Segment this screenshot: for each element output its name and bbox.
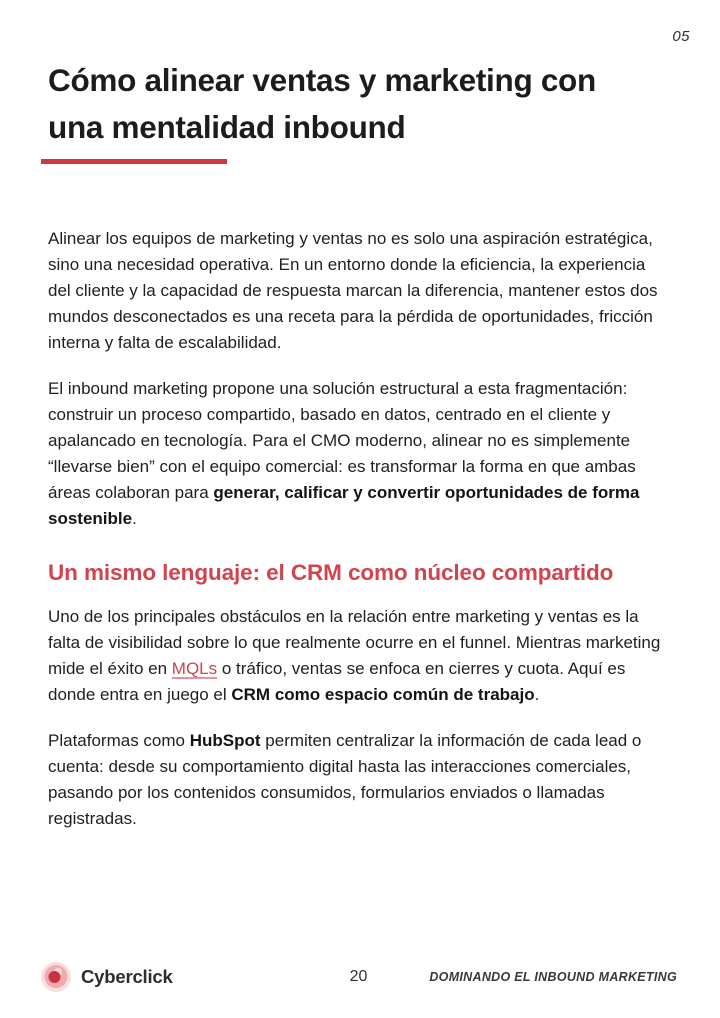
paragraph-intro-2 (48, 376, 663, 532)
page-title (48, 57, 690, 151)
footer-book-title: DOMINANDO EL INBOUND MARKETING (429, 970, 677, 984)
bold-text: CRM como espacio común de trabajo (231, 685, 535, 704)
text-run: o tráfico, ventas se enfoca en cierres y cuota. Aquí es donde entra en juego el (48, 659, 626, 704)
text-run: El inbound marketing propone una solución estructural a esta fragmentación: construir un proceso compartido, basado en datos, centrado en el cliente y apalancado en tecnología. Para el CMO moderno, alinear no es simplemente “llevarse bien” con el equipo comercial: es transformar la forma en que ambas áreas colaboran para (48, 379, 636, 502)
page-title-line-2: una mentalidad inbound (48, 109, 406, 145)
corner-page-number: 05 (672, 28, 690, 45)
page-title-line-1: Cómo alinear ventas y marketing con (48, 62, 596, 98)
paragraph-crm-2 (48, 728, 663, 832)
brand-logo (40, 959, 173, 995)
bold-text: HubSpot (189, 731, 261, 750)
text-run: Uno de los principales obstáculos en la relación entre marketing y ventas es la falta de visibilidad sobre lo que realmente ocurre en el funnel. Mientras marketing mide el éxito en (48, 607, 661, 678)
title-accent-rule (41, 159, 227, 164)
cyberclick-logo-icon (40, 959, 74, 995)
footer-page-number: 20 (349, 968, 368, 985)
text-run: . (132, 509, 137, 528)
bold-text: generar, calificar y convertir oportunidades de forma sostenible (48, 483, 640, 528)
text-run: permiten centralizar la información de cada lead o cuenta: desde su comportamiento digital hasta las interacciones comerciales, pasando por los contenidos consumidos, formularios enviados o llamadas registradas. (48, 731, 642, 828)
body-content (48, 226, 663, 832)
text-run: . (534, 685, 540, 704)
text-run: Plataformas como (48, 731, 190, 750)
brand-name: Cyberclick (81, 966, 173, 987)
section-heading-crm: Un mismo lenguaje: el CRM como núcleo compartido (48, 560, 614, 585)
mqls-link[interactable]: MQLs (171, 659, 218, 678)
paragraph-intro-1 (48, 226, 663, 356)
paragraph-crm-1 (48, 604, 663, 708)
page-footer (40, 958, 677, 996)
text-run: Alinear los equipos de marketing y ventas no es solo una aspiración estratégica, sino una necesidad operativa. En un entorno donde la eficiencia, la experiencia del cliente y la capacidad de respuesta marcan la diferencia, mantener estos dos mundos desconectados es una receta para la pérdida de oportunidades, fricción interna y falta de escalabilidad. (48, 229, 658, 352)
